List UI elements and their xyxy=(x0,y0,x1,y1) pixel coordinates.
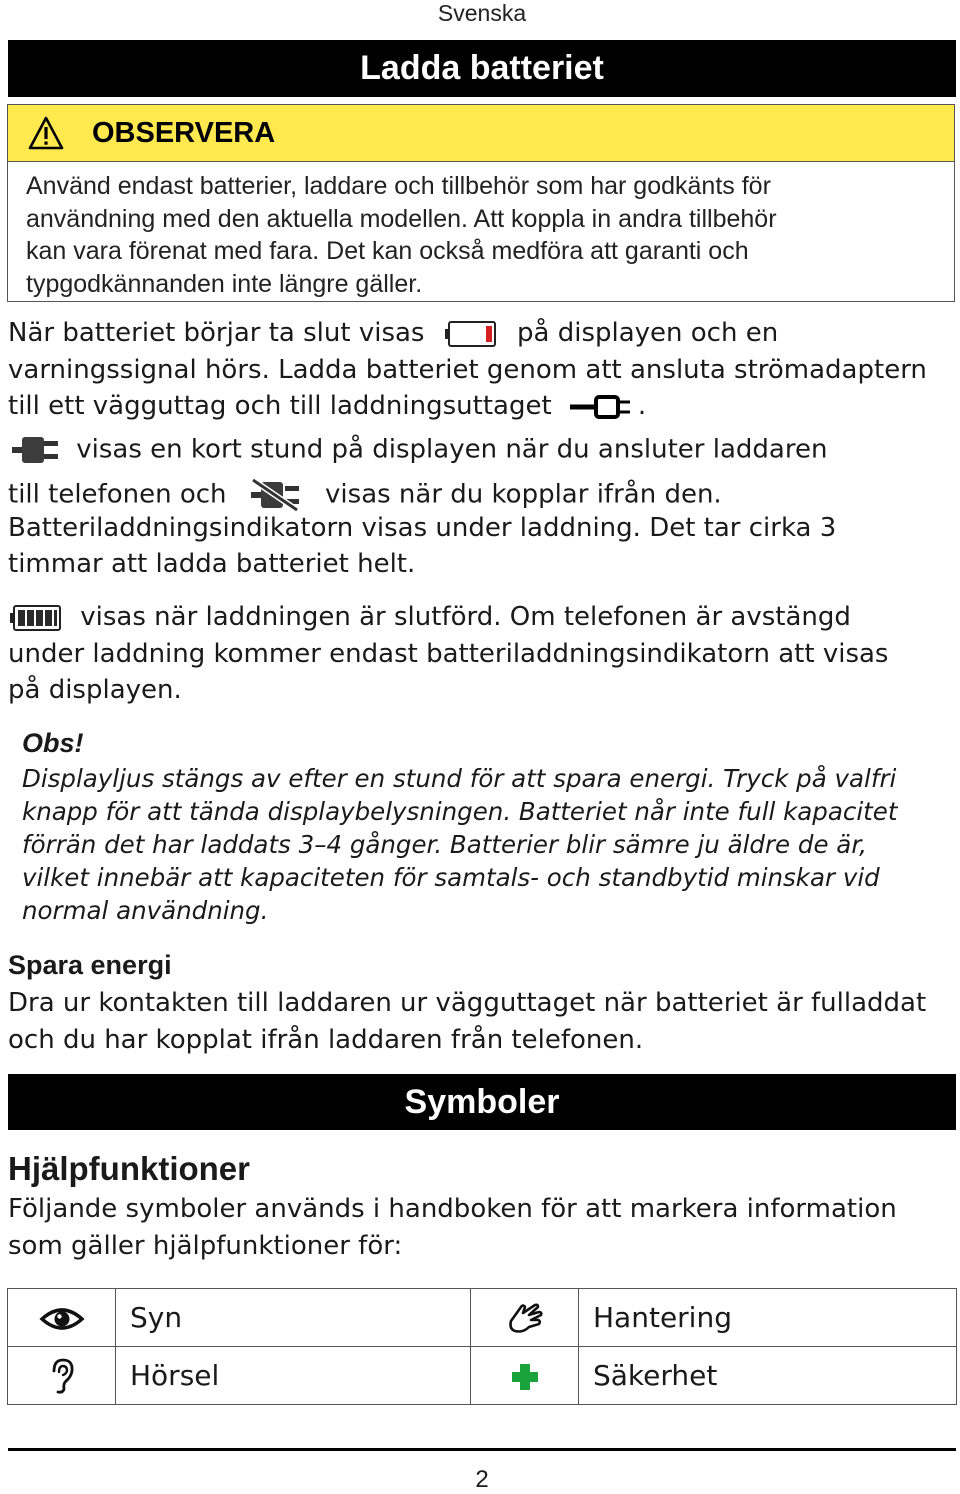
charging-line: När batteriet börjar ta slut visas på displayen och en xyxy=(8,318,779,348)
charging-line: till ett vägguttag och till laddningsuttaget . xyxy=(8,391,647,421)
warning-line: användning med den aktuella modellen. Att koppla in andra tillbehör xyxy=(26,204,777,233)
energy-line: Dra ur kontakten till laddaren ur vägguttaget när batteriet är fulladdat xyxy=(8,988,927,1018)
table-cell xyxy=(471,1289,579,1347)
charging-line: på displayen. xyxy=(8,675,182,705)
symbol-label: Syn xyxy=(116,1289,471,1347)
warning-line: kan vara förenat med fara. Det kan också medföra att garanti och xyxy=(26,237,749,265)
symbol-label: Hörsel xyxy=(116,1347,471,1405)
help-heading: Hjälpfunktioner xyxy=(8,1150,251,1187)
note-line: Displayljus stängs av efter en stund för att spara energi. Tryck på valfri xyxy=(22,764,897,793)
charger-connected-icon xyxy=(8,431,60,469)
battery-low-icon xyxy=(443,319,499,349)
charging-line: visas en kort stund på displayen när du ansluter laddaren xyxy=(8,431,952,469)
note-title: Obs! xyxy=(22,728,84,758)
symbols-table xyxy=(7,1288,957,1405)
help-text xyxy=(8,1191,952,1265)
warning-line: Använd endast batterier, laddare och tillbehör som har godkänts för xyxy=(26,172,771,200)
note-line: knapp för att tända displaybelysningen. Batteriet når inte full kapacitet xyxy=(22,797,898,826)
note-line: förrän det har laddats 3–4 gånger. Batterier blir sämre ju äldre de är, xyxy=(22,830,867,859)
footer-rule xyxy=(8,1448,956,1451)
table-cell xyxy=(8,1347,116,1405)
ear-icon xyxy=(47,1357,77,1395)
section-title-symbols: Symboler xyxy=(8,1074,956,1130)
help-line: som gäller hjälpfunktioner för: xyxy=(8,1231,403,1261)
section-title-charging: Ladda batteriet xyxy=(8,40,956,97)
eye-icon xyxy=(39,1304,85,1334)
charger-disconnected-icon xyxy=(247,476,305,514)
table-cell xyxy=(8,1289,116,1347)
warning-header xyxy=(8,105,954,162)
table-cell xyxy=(471,1347,579,1405)
charging-line: till telefonen och visas när du kopplar ifrån den. xyxy=(8,476,952,514)
note-text xyxy=(22,762,952,927)
energy-heading: Spara energi xyxy=(8,950,172,980)
warning-triangle-icon xyxy=(28,116,64,150)
warning-line: typgodkännanden inte längre gäller. xyxy=(26,269,423,298)
charging-socket-icon xyxy=(568,393,638,421)
note-line: normal användning. xyxy=(22,896,269,925)
symbol-label: Hantering xyxy=(579,1289,957,1347)
page-number: 2 xyxy=(475,1466,489,1493)
note-line: vilket innebär att kapaciteten för samtals- och standbytid minskar vid xyxy=(22,863,880,892)
battery-full-icon xyxy=(8,603,64,633)
hand-icon xyxy=(505,1299,545,1337)
charging-line: visas när laddningen är slutförd. Om telefonen är avstängd xyxy=(8,602,952,633)
charging-line: varningssignal hörs. Ladda batteriet genom att ansluta strömadaptern xyxy=(8,355,927,385)
symbol-label: Säkerhet xyxy=(579,1347,957,1405)
warning-box xyxy=(7,104,955,302)
language-label: Svenska xyxy=(437,0,527,26)
table-row xyxy=(8,1289,957,1347)
charging-line: Batteriladdningsindikatorn visas under laddning. Det tar cirka 3 xyxy=(8,513,837,543)
charging-line: under laddning kommer endast batteriladdningsindikatorn att visas xyxy=(8,639,889,669)
charging-line: timmar att ladda batteriet helt. xyxy=(8,549,416,579)
warning-text xyxy=(8,162,954,300)
table-row xyxy=(8,1347,957,1405)
energy-text xyxy=(8,985,952,1059)
energy-line: och du har kopplat ifrån laddaren från telefonen. xyxy=(8,1025,644,1055)
green-cross-icon xyxy=(510,1362,540,1392)
warning-title: OBSERVERA xyxy=(92,116,276,149)
help-line: Följande symboler används i handboken för att markera information xyxy=(8,1194,897,1224)
